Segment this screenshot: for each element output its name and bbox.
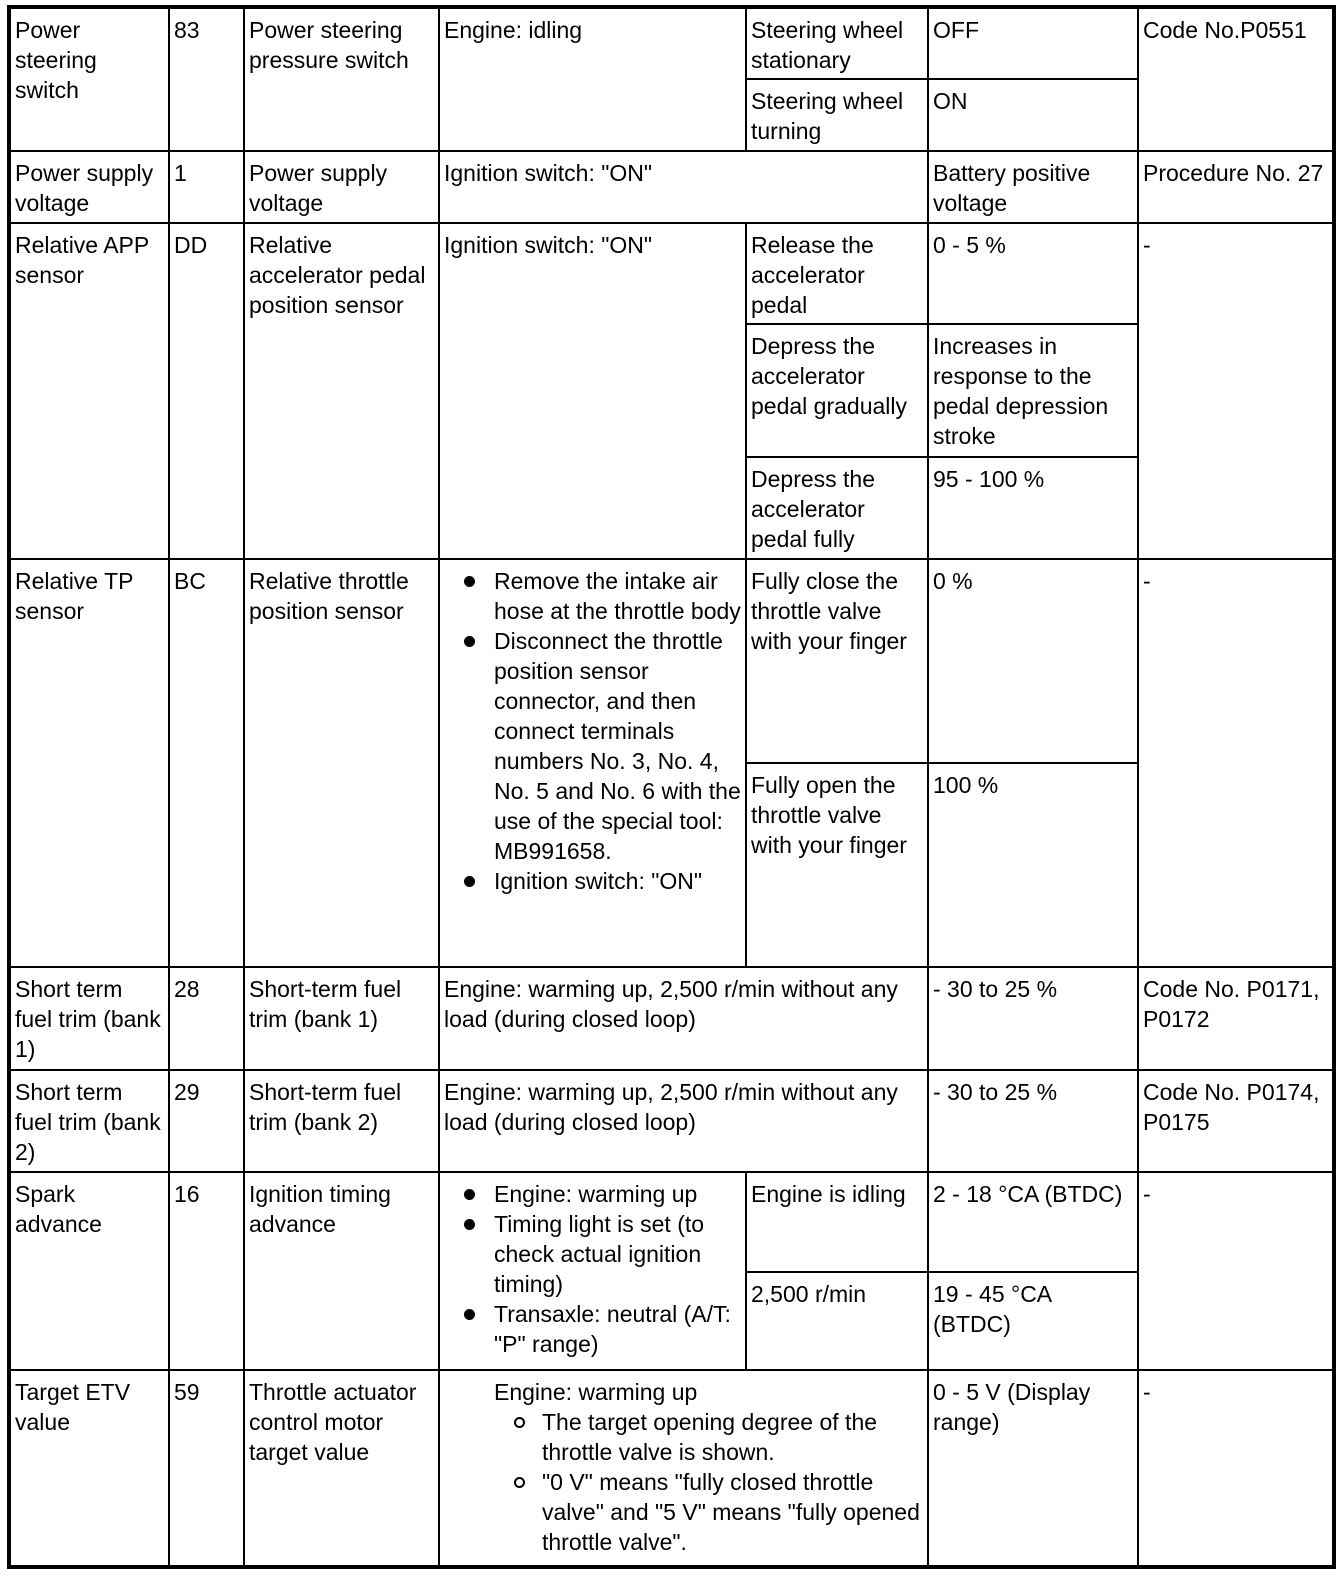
- state-cell: 2,500 r/min: [746, 1272, 928, 1370]
- state-cell: Depress the accelerator pedal gradually: [746, 324, 928, 457]
- spec-cell: Battery positive voltage: [928, 151, 1138, 223]
- no-cell: 29: [169, 1070, 244, 1172]
- reference-cell: -: [1138, 223, 1334, 560]
- table-row: [9, 1172, 1334, 1271]
- spec-cell: 19 - 45 °CA (BTDC): [928, 1272, 1138, 1370]
- spec-cell: 0 %: [928, 559, 1138, 763]
- state-cell: Steering wheel turning: [746, 79, 928, 150]
- condition-cell: Engine: idling: [439, 7, 746, 151]
- name-cell: Short-term fuel trim (bank 1): [244, 967, 439, 1069]
- spec-cell: 0 - 5 V (Display range): [928, 1370, 1138, 1567]
- condition-heading: Engine: warming up: [494, 1379, 698, 1406]
- name-cell: Ignition timing advance: [244, 1172, 439, 1370]
- condition-cell: Ignition switch: "ON": [439, 151, 928, 223]
- spec-cell: 2 - 18 °CA (BTDC): [928, 1172, 1138, 1271]
- spec-cell: OFF: [928, 7, 1138, 79]
- condition-cell: [439, 1172, 746, 1370]
- spec-cell: ON: [928, 79, 1138, 150]
- item-cell: Power steering switch: [9, 7, 169, 151]
- state-cell: Depress the accelerator pedal fully: [746, 457, 928, 559]
- item-cell: Short term fuel trim (bank 1): [9, 967, 169, 1069]
- spec-cell: 0 - 5 %: [928, 223, 1138, 324]
- note-list: [444, 1407, 923, 1557]
- no-cell: 83: [169, 7, 244, 151]
- list-item: "0 V" means "fully closed throttle valve" and "5 V" means "fully opened throttle valve".: [494, 1467, 923, 1557]
- list-item: Remove the intake air hose at the throttle body: [444, 566, 741, 626]
- no-cell: 59: [169, 1370, 244, 1567]
- name-cell: Throttle actuator control motor target value: [244, 1370, 439, 1567]
- item-cell: Relative APP sensor: [9, 223, 169, 560]
- spec-cell: Increases in response to the pedal depression stroke: [928, 324, 1138, 457]
- state-cell: Fully close the throttle valve with your finger: [746, 559, 928, 763]
- item-cell: Target ETV value: [9, 1370, 169, 1567]
- state-cell: Engine is idling: [746, 1172, 928, 1271]
- state-cell: Steering wheel stationary: [746, 7, 928, 79]
- table-row: [9, 151, 1334, 223]
- item-cell: Short term fuel trim (bank 2): [9, 1070, 169, 1172]
- list-item: Transaxle: neutral (A/T: "P" range): [444, 1299, 741, 1359]
- no-cell: BC: [169, 559, 244, 967]
- state-cell: Fully open the throttle valve with your finger: [746, 763, 928, 967]
- name-cell: Power steering pressure switch: [244, 7, 439, 151]
- condition-list: [444, 1179, 741, 1359]
- no-cell: DD: [169, 223, 244, 560]
- condition-cell: [439, 1370, 928, 1567]
- state-cell: Release the accelerator pedal: [746, 223, 928, 324]
- reference-cell: -: [1138, 559, 1334, 967]
- table-row: [9, 1370, 1334, 1567]
- reference-cell: Code No. P0174, P0175: [1138, 1070, 1334, 1172]
- list-item: Timing light is set (to check actual ignition timing): [444, 1209, 741, 1299]
- name-cell: Short-term fuel trim (bank 2): [244, 1070, 439, 1172]
- item-cell: Power supply voltage: [9, 151, 169, 223]
- list-item: Engine: warming up: [444, 1179, 741, 1209]
- spec-cell: - 30 to 25 %: [928, 967, 1138, 1069]
- table-row: [9, 967, 1334, 1069]
- condition-list: [444, 566, 741, 896]
- spec-cell: 100 %: [928, 763, 1138, 967]
- reference-cell: -: [1138, 1172, 1334, 1370]
- list-item: Disconnect the throttle position sensor connector, and then connect terminals numbers No. 3, No. 4, No. 5 and No. 6 with the use of the special tool: MB991658.: [444, 626, 741, 866]
- reference-cell: -: [1138, 1370, 1334, 1567]
- name-cell: Power supply voltage: [244, 151, 439, 223]
- table-row: [9, 7, 1334, 79]
- condition-cell: [439, 559, 746, 967]
- item-cell: Relative TP sensor: [9, 559, 169, 967]
- condition-cell: Engine: warming up, 2,500 r/min without any load (during closed loop): [439, 1070, 928, 1172]
- table-row: [9, 559, 1334, 763]
- table-row: [9, 1070, 1334, 1172]
- spec-cell: 95 - 100 %: [928, 457, 1138, 559]
- no-cell: 16: [169, 1172, 244, 1370]
- list-item: Ignition switch: "ON": [444, 866, 741, 896]
- no-cell: 28: [169, 967, 244, 1069]
- list-item: The target opening degree of the throttle valve is shown.: [494, 1407, 923, 1467]
- reference-cell: Procedure No. 27: [1138, 151, 1334, 223]
- service-data-table: [7, 5, 1336, 1569]
- name-cell: Relative throttle position sensor: [244, 559, 439, 967]
- condition-cell: Ignition switch: "ON": [439, 223, 746, 560]
- spec-cell: - 30 to 25 %: [928, 1070, 1138, 1172]
- name-cell: Relative accelerator pedal position sensor: [244, 223, 439, 560]
- reference-cell: Code No.P0551: [1138, 7, 1334, 151]
- reference-cell: Code No. P0171, P0172: [1138, 967, 1334, 1069]
- no-cell: 1: [169, 151, 244, 223]
- table-row: [9, 223, 1334, 324]
- condition-cell: Engine: warming up, 2,500 r/min without any load (during closed loop): [439, 967, 928, 1069]
- item-cell: Spark advance: [9, 1172, 169, 1370]
